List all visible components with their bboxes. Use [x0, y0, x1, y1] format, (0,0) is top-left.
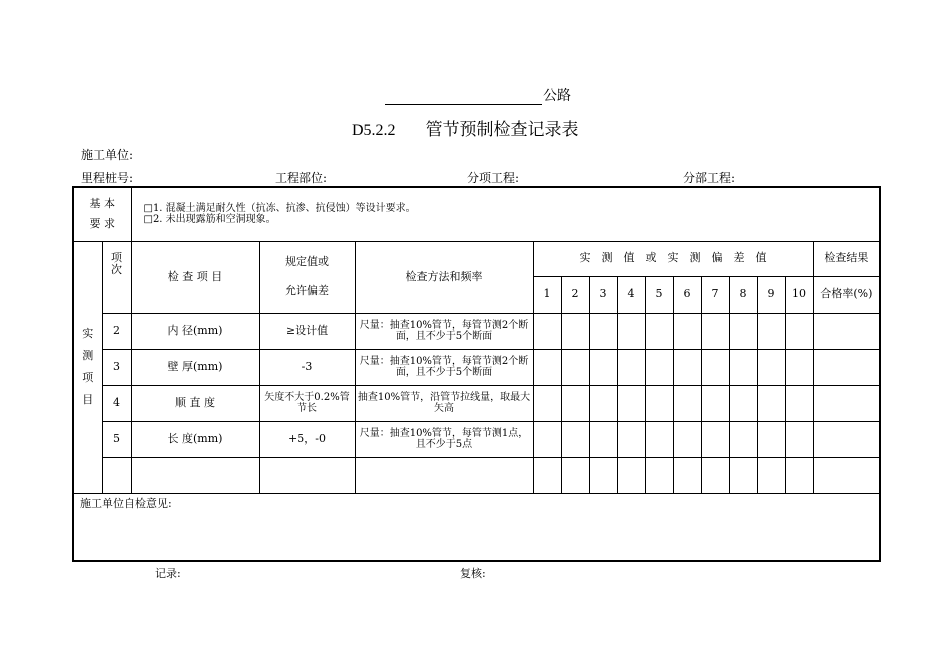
- section-char: 项: [82, 371, 94, 384]
- measure-cell[interactable]: [673, 421, 701, 457]
- row-no: 5: [102, 421, 131, 457]
- road-name-line: [385, 85, 571, 105]
- road-name-blank[interactable]: [385, 90, 542, 105]
- measure-cell[interactable]: [645, 385, 673, 421]
- measure-col-number: 9: [757, 276, 785, 313]
- recorder-label: 记录:: [155, 567, 181, 580]
- measure-cell[interactable]: [729, 313, 757, 349]
- measure-cell[interactable]: [673, 349, 701, 385]
- measure-cell[interactable]: [589, 313, 617, 349]
- row-item: 内 径(mm): [131, 313, 259, 349]
- item-no-char: 次: [111, 263, 122, 277]
- row-spec: +5，-0: [259, 421, 355, 457]
- measure-cell[interactable]: [645, 313, 673, 349]
- measure-cell[interactable]: [589, 349, 617, 385]
- measure-cell[interactable]: [785, 385, 813, 421]
- row-no: 3: [102, 349, 131, 385]
- measure-cell[interactable]: [589, 457, 617, 493]
- basic-req-label: [73, 187, 131, 241]
- measure-cell[interactable]: [533, 457, 561, 493]
- table-row: [73, 313, 880, 349]
- measure-cell[interactable]: [701, 421, 729, 457]
- self-inspection-opinion[interactable]: 施工单位自检意见:: [73, 493, 880, 561]
- spec-header-line2: 允许偏差: [285, 284, 329, 297]
- pass-rate-header: 合格率(%): [813, 276, 880, 313]
- row-spec: ≥设计值: [259, 313, 355, 349]
- form-code: D5.2.2: [352, 122, 396, 139]
- measure-cell[interactable]: [757, 457, 785, 493]
- table-row: [73, 349, 880, 385]
- table-row: [73, 385, 880, 421]
- spec-header-line1: 规定值或: [285, 255, 329, 269]
- pass-rate-cell[interactable]: [813, 313, 880, 349]
- measure-cell[interactable]: [533, 421, 561, 457]
- measure-cell[interactable]: [533, 385, 561, 421]
- measure-cell[interactable]: [757, 421, 785, 457]
- measure-cell[interactable]: [589, 421, 617, 457]
- measure-cell[interactable]: [729, 385, 757, 421]
- measure-cell[interactable]: [701, 349, 729, 385]
- pass-rate-cell[interactable]: [813, 385, 880, 421]
- row-spec[interactable]: [259, 457, 355, 493]
- section-char: 目: [82, 393, 94, 406]
- measure-cell[interactable]: [673, 385, 701, 421]
- measure-cell[interactable]: [785, 349, 813, 385]
- road-suffix: 公路: [543, 88, 571, 104]
- row-item[interactable]: [131, 457, 259, 493]
- row-method[interactable]: [355, 457, 533, 493]
- measure-col-number: 5: [645, 276, 673, 313]
- inspection-table: [72, 186, 881, 562]
- row-item: 顺 直 度: [131, 385, 259, 421]
- measure-col-number: 10: [785, 276, 813, 313]
- item-no-header: [102, 241, 131, 313]
- basic-req-content: [131, 187, 880, 241]
- measure-cell[interactable]: [533, 349, 561, 385]
- row-item: 长 度(mm): [131, 421, 259, 457]
- measured-items-section-label: [73, 241, 102, 493]
- section-char: 实: [82, 327, 94, 340]
- measure-cell[interactable]: [673, 457, 701, 493]
- measure-col-number: 3: [589, 276, 617, 313]
- result-header: 检查结果: [813, 241, 880, 276]
- row-method: 尺量：抽查10%管节，每管节测2个断面，且不少于5个断面: [355, 313, 533, 349]
- basic-req-label-line2: 要 求: [89, 217, 115, 231]
- item-no-char: 项: [111, 250, 122, 264]
- measure-cell[interactable]: [645, 457, 673, 493]
- measure-cell[interactable]: [757, 349, 785, 385]
- mileage-label: 里程桩号:: [81, 171, 134, 185]
- self-inspection-row: [73, 493, 880, 561]
- reviewer-label: 复核:: [460, 567, 486, 580]
- construction-unit-label: 施工单位:: [81, 148, 134, 162]
- pass-rate-cell[interactable]: [813, 349, 880, 385]
- table-row-empty: [73, 457, 880, 493]
- measure-cell[interactable]: [645, 421, 673, 457]
- measure-cell[interactable]: [617, 349, 645, 385]
- measure-cell[interactable]: [561, 421, 589, 457]
- measure-cell[interactable]: [561, 385, 589, 421]
- measure-cell[interactable]: [701, 313, 729, 349]
- measure-cell[interactable]: [561, 349, 589, 385]
- measure-col-number: 7: [701, 276, 729, 313]
- measure-cell[interactable]: [561, 313, 589, 349]
- basic-req-label-line1: 基 本: [89, 196, 115, 210]
- measure-col-number: 6: [673, 276, 701, 313]
- pass-rate-cell[interactable]: [813, 457, 880, 493]
- measure-cell[interactable]: [757, 313, 785, 349]
- measure-cell[interactable]: [589, 385, 617, 421]
- measure-cell[interactable]: [785, 421, 813, 457]
- measure-cell[interactable]: [785, 313, 813, 349]
- spec-header: [259, 241, 355, 313]
- row-no[interactable]: [102, 457, 131, 493]
- table-row: [73, 421, 880, 457]
- check-item-header: 检 查 项 目: [131, 241, 259, 313]
- pass-rate-cell[interactable]: [813, 421, 880, 457]
- section-char: 测: [82, 349, 94, 362]
- row-spec: 矢度不大于0.2%管节长: [259, 385, 355, 421]
- page-title: [352, 115, 579, 140]
- basic-req-item[interactable]: □2. 未出现露筋和空洞现象。: [143, 214, 276, 226]
- measure-cell[interactable]: [617, 313, 645, 349]
- row-spec: -3: [259, 349, 355, 385]
- basic-requirements-row: [73, 187, 880, 241]
- measure-cell[interactable]: [785, 457, 813, 493]
- sub-item-label: 分项工程:: [467, 171, 520, 185]
- form-title: 管节预制检查记录表: [425, 120, 579, 140]
- measure-cell[interactable]: [729, 457, 757, 493]
- measure-col-number: 1: [533, 276, 561, 313]
- measure-col-number: 4: [617, 276, 645, 313]
- row-no: 2: [102, 313, 131, 349]
- measure-cell[interactable]: [673, 313, 701, 349]
- measured-values-header: 实 测 值 或 实 测 偏 差 值: [533, 241, 813, 276]
- measure-cell[interactable]: [645, 349, 673, 385]
- measure-cell[interactable]: [757, 385, 785, 421]
- measure-cell[interactable]: [701, 385, 729, 421]
- measure-cell[interactable]: [533, 313, 561, 349]
- row-item: 壁 厚(mm): [131, 349, 259, 385]
- measure-cell[interactable]: [561, 457, 589, 493]
- header-row-1: [73, 241, 880, 276]
- sub-division-label: 分部工程:: [683, 171, 736, 185]
- measure-cell[interactable]: [617, 457, 645, 493]
- project-part-label: 工程部位:: [275, 171, 328, 185]
- measure-cell[interactable]: [617, 421, 645, 457]
- row-method: 抽查10%管节，沿管节拉线量，取最大矢高: [355, 385, 533, 421]
- measure-col-number: 8: [729, 276, 757, 313]
- measure-cell[interactable]: [617, 385, 645, 421]
- method-header: 检查方法和频率: [355, 241, 533, 313]
- row-no: 4: [102, 385, 131, 421]
- measure-cell[interactable]: [729, 421, 757, 457]
- basic-req-item[interactable]: □1. 混凝土满足耐久性（抗冻、抗渗、抗侵蚀）等设计要求。: [143, 202, 416, 214]
- row-method: 尺量：抽查10%管节，每管节测2个断面，且不少于5个断面: [355, 349, 533, 385]
- measure-cell[interactable]: [701, 457, 729, 493]
- row-method: 尺量：抽查10%管节，每管节测1点，且不少于5点: [355, 421, 533, 457]
- measure-col-number: 2: [561, 276, 589, 313]
- measure-cell[interactable]: [729, 349, 757, 385]
